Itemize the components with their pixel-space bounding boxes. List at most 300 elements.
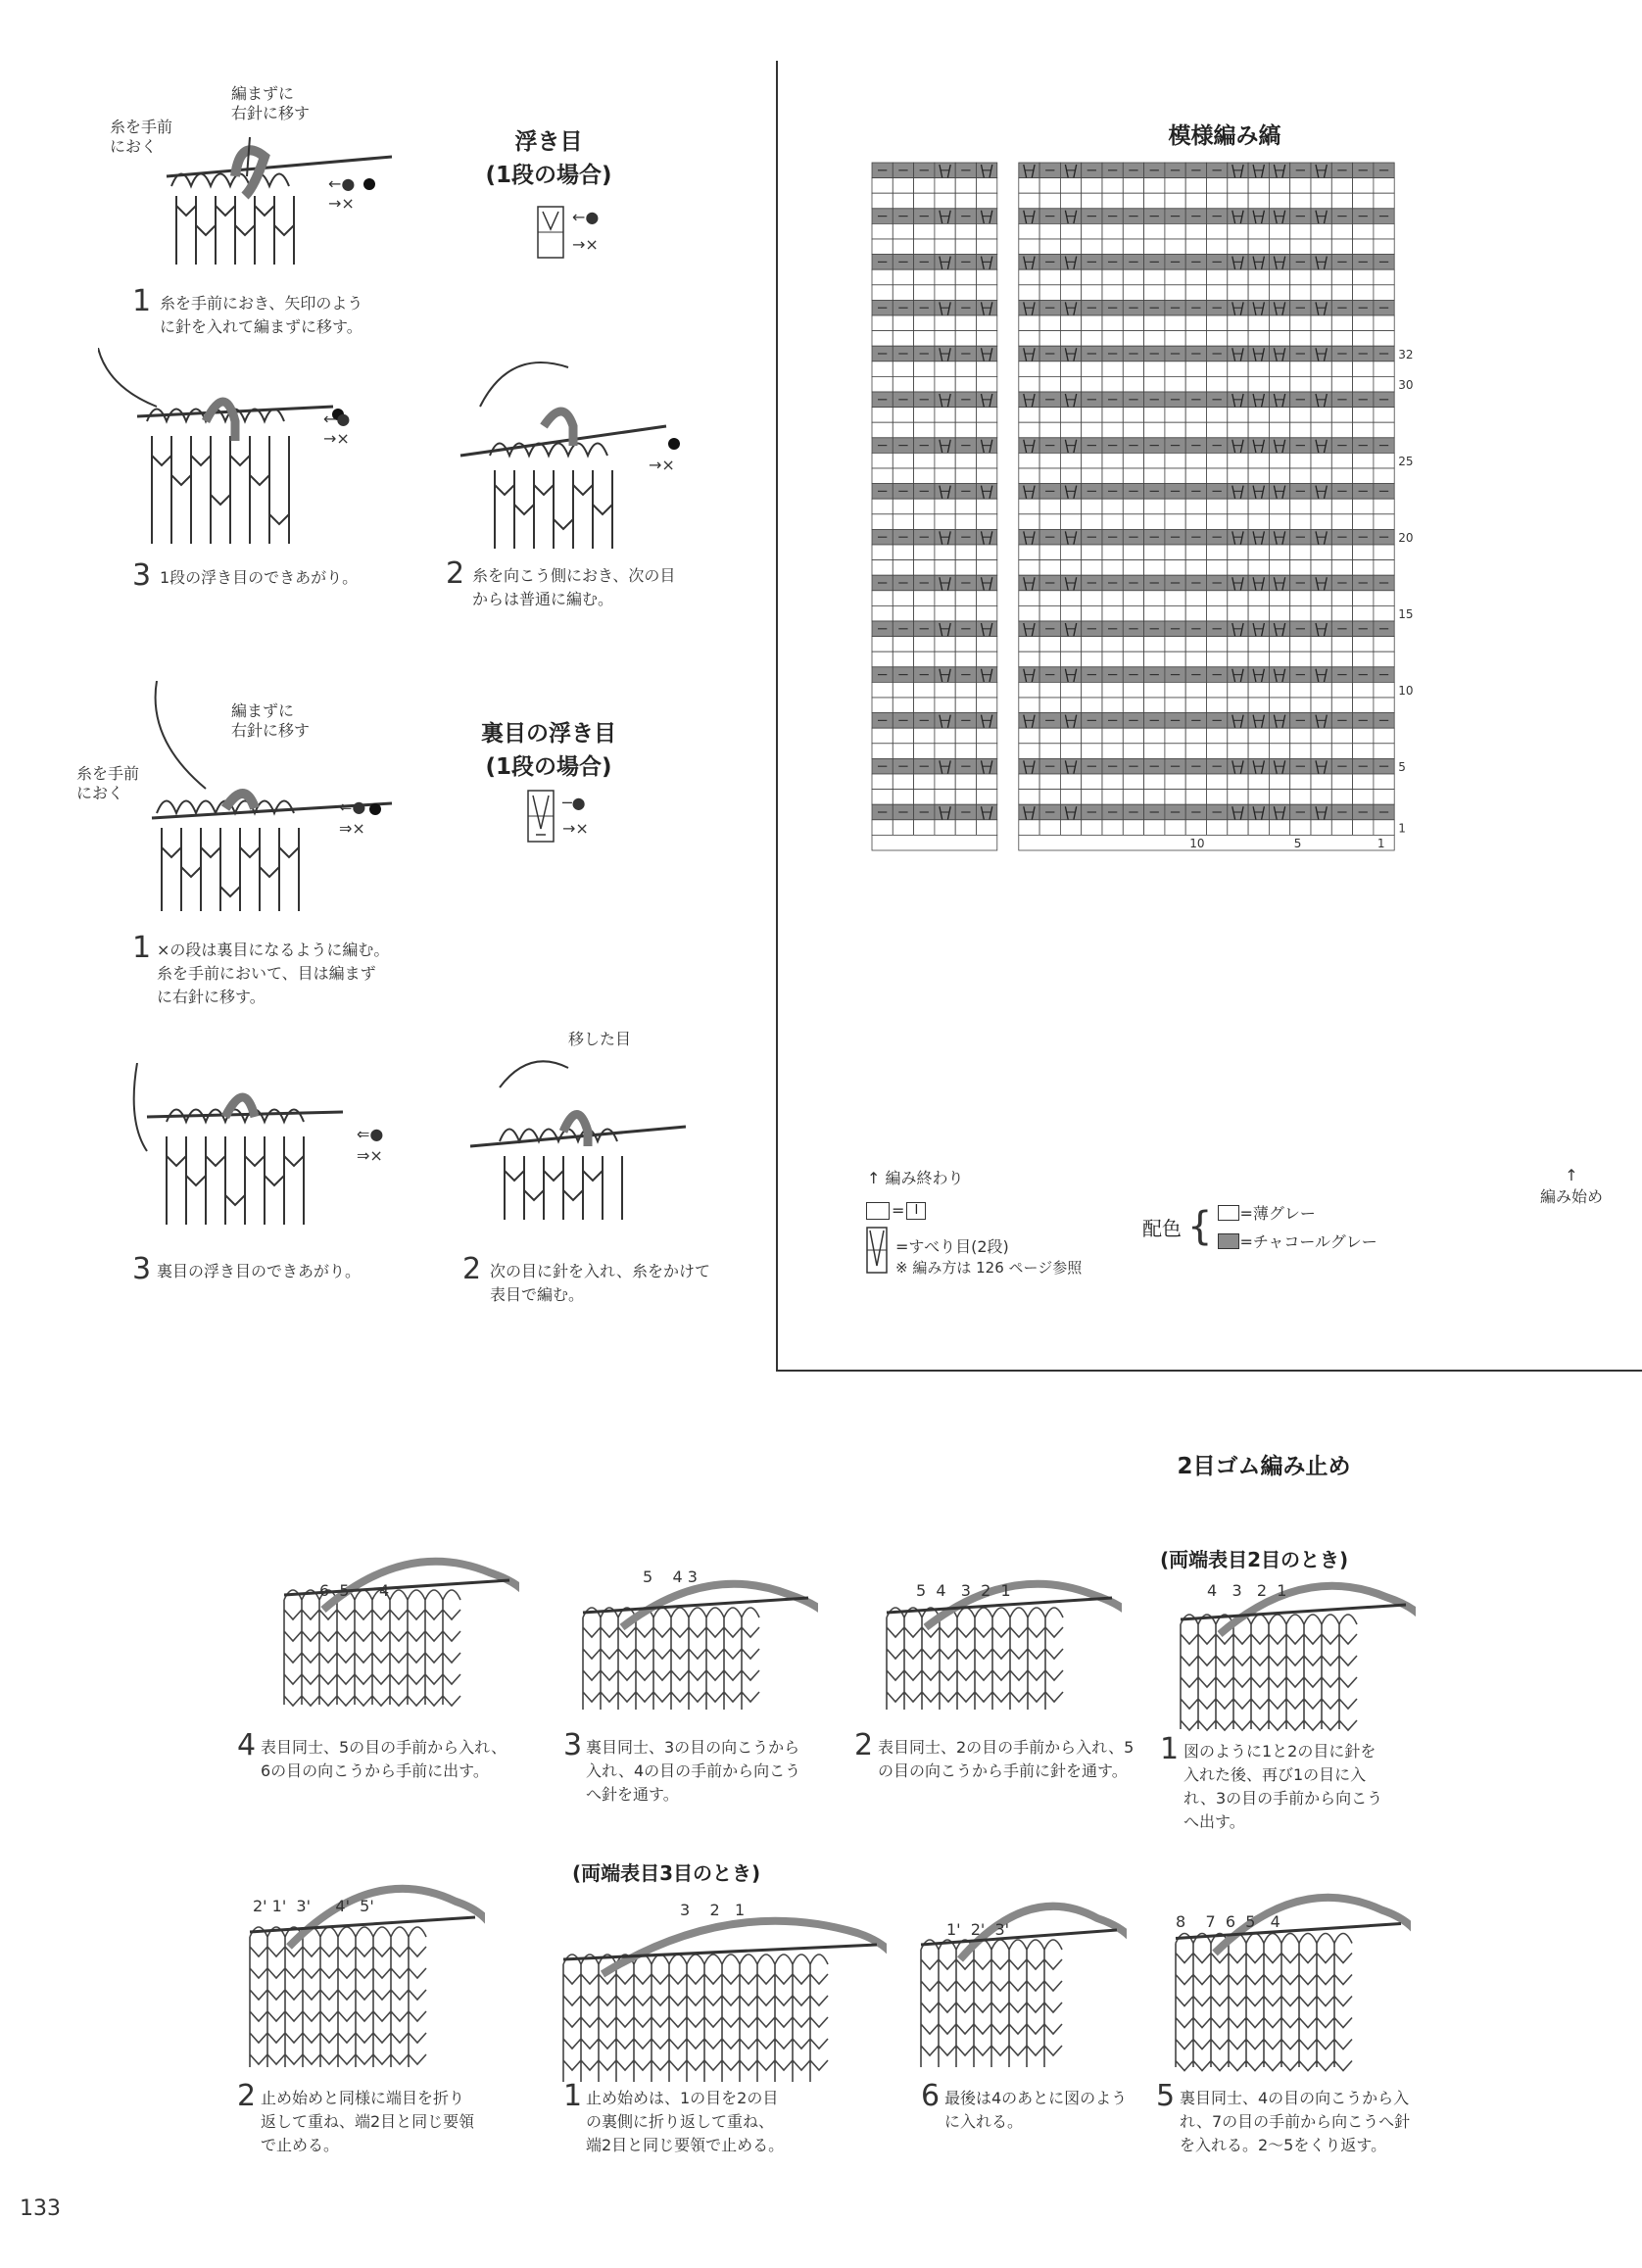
- chart-cell: [1039, 331, 1060, 347]
- chart-cell: [1228, 408, 1248, 423]
- row-number-label: 25: [1398, 455, 1414, 468]
- chart-cell: [872, 468, 893, 484]
- knit-stitches: [250, 1927, 426, 2067]
- chart-cell: [1374, 315, 1394, 331]
- chart-cell: [914, 774, 935, 790]
- illus1-x-label: →×: [328, 194, 355, 213]
- chart-cell: [1123, 605, 1143, 621]
- knit-stitches: [1176, 1934, 1352, 2071]
- chart-cell: [1207, 774, 1228, 790]
- chart-cell: [893, 193, 913, 209]
- chart-cell: [914, 605, 935, 621]
- chart-cell: [1102, 376, 1123, 392]
- rib-step4-number: 4: [237, 1728, 257, 1762]
- chart-cell: [1290, 605, 1311, 621]
- note-line: 編まずに: [231, 701, 295, 720]
- chart-cell: [1039, 408, 1060, 423]
- chart-cell: [1039, 285, 1060, 301]
- chart-cell: [1207, 790, 1228, 805]
- illus1-note-yarn: [110, 118, 172, 157]
- chart-cell: [1353, 820, 1374, 836]
- chart-cell: [1039, 422, 1060, 438]
- chart-cell: [1144, 422, 1165, 438]
- chart-cell: [1039, 651, 1060, 667]
- chart-cell: [1248, 605, 1269, 621]
- float-symbol-x: →×: [572, 235, 599, 254]
- chart-cell: [1144, 362, 1165, 377]
- chart-cell: [1353, 376, 1374, 392]
- chart-cell: [1019, 223, 1039, 239]
- chart-cell: [1102, 545, 1123, 560]
- page-number: 133: [20, 2196, 61, 2221]
- chart-cell: [1144, 331, 1165, 347]
- chart-cell: [1248, 453, 1269, 468]
- step-line: 入れ、4の目の手前から向こう: [586, 1761, 801, 1780]
- chart-cell: [1331, 591, 1352, 606]
- chart-cell: [1102, 178, 1123, 194]
- chart-cell: [955, 408, 976, 423]
- row-number-label: 1: [1398, 821, 1406, 836]
- illus3-dot-label: ←●: [323, 410, 351, 428]
- float-stitch-illus-3: [98, 348, 392, 554]
- chart-cell: [1248, 239, 1269, 255]
- chart-cell: [1331, 269, 1352, 285]
- chart-cell: [1290, 499, 1311, 514]
- chart-cell: [1060, 376, 1081, 392]
- chart-cell: [1353, 223, 1374, 239]
- chart-cell: [1353, 468, 1374, 484]
- chart-cell: [1102, 605, 1123, 621]
- chart-cell: [914, 239, 935, 255]
- chart-cell: [1102, 728, 1123, 744]
- chart-cell: [1311, 790, 1331, 805]
- chart-cell: [1248, 820, 1269, 836]
- chart-cell: [1144, 591, 1165, 606]
- chart-cell: [1290, 698, 1311, 713]
- chart-cell: [1165, 790, 1185, 805]
- chart-cell: [1269, 637, 1289, 652]
- chart-cell: [893, 178, 913, 194]
- chart-cell: [1353, 560, 1374, 576]
- chart-cell: [1039, 468, 1060, 484]
- chart-cell: [1123, 223, 1143, 239]
- rib-step2b-text: [261, 2087, 474, 2157]
- chart-cell: [935, 744, 955, 759]
- chart-cell: [1123, 774, 1143, 790]
- chart-cell: [1185, 651, 1206, 667]
- chart-cell: [955, 239, 976, 255]
- row-number-label: 20: [1398, 531, 1414, 545]
- chart-cell: [1228, 591, 1248, 606]
- chart-cell: [1144, 790, 1165, 805]
- chart-cell: [1353, 178, 1374, 194]
- rib-step4-illus: [265, 1538, 519, 1714]
- chart-base-row: [1019, 835, 1394, 850]
- chart-cell: [1228, 774, 1248, 790]
- chart-cell: [1123, 790, 1143, 805]
- chart-cell: [1331, 744, 1352, 759]
- chart-cell: [1060, 285, 1081, 301]
- step-line: 止め始めは、1の目を2の目: [586, 2089, 779, 2107]
- chart-cell: [1269, 422, 1289, 438]
- chart-cell: [1353, 698, 1374, 713]
- chart-cell: [1311, 376, 1331, 392]
- chart-cell: [955, 591, 976, 606]
- chart-cell: [1290, 637, 1311, 652]
- chart-cell: [935, 376, 955, 392]
- purl-illus1-note-slip: [231, 701, 310, 741]
- chart-cell: [1123, 468, 1143, 484]
- chart-cell: [1248, 651, 1269, 667]
- chart-cell: [1102, 591, 1123, 606]
- rib-step3-illus: [563, 1563, 818, 1719]
- chart-cell: [1060, 651, 1081, 667]
- chart-cell: [1331, 651, 1352, 667]
- purl-step1-text: [157, 939, 389, 1009]
- chart-cell: [1311, 331, 1331, 347]
- chart-cell: [1269, 545, 1289, 560]
- chart-cell: [935, 728, 955, 744]
- chart-cell: [1060, 605, 1081, 621]
- chart-cell: [955, 605, 976, 621]
- chart-cell: [1331, 637, 1352, 652]
- chart-cell: [1165, 315, 1185, 331]
- chart-cell: [872, 453, 893, 468]
- fabric-drawing: [887, 1584, 1122, 1710]
- chart-cell: [1228, 468, 1248, 484]
- slip-stitch-icon: [866, 1227, 890, 1276]
- chart-cell: [1144, 239, 1165, 255]
- chart-cell: [935, 560, 955, 576]
- chart-cell: [1331, 408, 1352, 423]
- rib-step1b-illus: [544, 1896, 887, 2092]
- rib-step2-number: 2: [854, 1728, 874, 1762]
- chart-cell: [1102, 408, 1123, 423]
- step-line: 図のように1と2の目に針を: [1183, 1742, 1376, 1761]
- chart-cell: [1228, 728, 1248, 744]
- chart-cell: [1123, 728, 1143, 744]
- chart-cell: [1185, 285, 1206, 301]
- chart-cell: [914, 744, 935, 759]
- chart-cell: [1331, 698, 1352, 713]
- chart-cell: [914, 285, 935, 301]
- chart-cell: [872, 178, 893, 194]
- chart-cell: [1228, 362, 1248, 377]
- rib-step2b-number: 2: [237, 2079, 257, 2113]
- fabric-drawing: [583, 1584, 818, 1710]
- chart-cell: [1082, 774, 1102, 790]
- charcoal-swatch: [1218, 1233, 1239, 1249]
- chart-cell: [1311, 193, 1331, 209]
- chart-cell: [1039, 790, 1060, 805]
- chart-cell: [914, 223, 935, 239]
- chart-cell: [1060, 514, 1081, 530]
- chart-cell: [955, 315, 976, 331]
- chart-end-label: [867, 1166, 964, 1188]
- chart-cell: [935, 499, 955, 514]
- chart-cell: [1082, 820, 1102, 836]
- chart-cell: [1228, 499, 1248, 514]
- purl-step2-text: [490, 1260, 710, 1307]
- chart-cell: [893, 453, 913, 468]
- step-line: 最後は4のあとに図のよう: [944, 2089, 1128, 2107]
- chart-cell: [893, 651, 913, 667]
- chart-cell: [1374, 637, 1394, 652]
- chart-cell: [1353, 637, 1374, 652]
- chart-cell: [1248, 468, 1269, 484]
- chart-cell: [1374, 331, 1394, 347]
- chart-cell: [1248, 790, 1269, 805]
- chart-cell: [1185, 315, 1206, 331]
- chart-cell: [1123, 285, 1143, 301]
- chart-cell: [914, 193, 935, 209]
- chart-cell: [872, 315, 893, 331]
- chart-cell: [1123, 499, 1143, 514]
- chart-cell: [1185, 468, 1206, 484]
- chart-cell: [1102, 362, 1123, 377]
- chart-cell: [1353, 239, 1374, 255]
- chart-cell: [1082, 422, 1102, 438]
- chart-cell: [893, 545, 913, 560]
- chart-cell: [1374, 362, 1394, 377]
- chart-cell: [1311, 651, 1331, 667]
- chart-cell: [1060, 315, 1081, 331]
- chart-cell: [1123, 376, 1143, 392]
- chart-cell: [1331, 453, 1352, 468]
- chart-cell: [914, 499, 935, 514]
- chart-cell: [1311, 468, 1331, 484]
- row-number-label: 15: [1398, 607, 1414, 621]
- knit-stitches: [1181, 1615, 1357, 1730]
- chart-cell: [1123, 591, 1143, 606]
- chart-cell: [1353, 774, 1374, 790]
- chart-cell: [977, 376, 997, 392]
- chart-cell: [914, 468, 935, 484]
- purl-float-symbol-icon: [527, 790, 556, 844]
- chart-cell: [1165, 637, 1185, 652]
- step-line: に入れる。: [944, 2112, 1024, 2131]
- chart-cell: [1374, 560, 1394, 576]
- chart-cell: [1331, 514, 1352, 530]
- chart-cell: [1248, 499, 1269, 514]
- chart-cell: [1331, 605, 1352, 621]
- chart-cell: [1165, 605, 1185, 621]
- chart-cell: [1019, 376, 1039, 392]
- rib-step4-text: [261, 1736, 507, 1783]
- step-line: ×の段は裏目になるように編む。: [157, 941, 390, 959]
- chart-cell: [893, 315, 913, 331]
- knit-stitches: [921, 1940, 1062, 2067]
- title-line: 浮き目: [514, 129, 583, 155]
- chart-cell: [1269, 744, 1289, 759]
- float-step1-text: [160, 292, 362, 339]
- chart-cell: [893, 637, 913, 652]
- chart-cell: [1019, 499, 1039, 514]
- chart-cell: [955, 514, 976, 530]
- chart-cell: [1228, 637, 1248, 652]
- chart-cell: [1165, 820, 1185, 836]
- chart-cell: [935, 774, 955, 790]
- chart-cell: [1144, 499, 1165, 514]
- chart-cell: [872, 362, 893, 377]
- chart-cell: [1290, 560, 1311, 576]
- chart-cell: [935, 239, 955, 255]
- chart-cell: [1353, 591, 1374, 606]
- chart-cell: [1165, 422, 1185, 438]
- chart-cell: [1228, 178, 1248, 194]
- step-line: 端2目と同じ要領で止める。: [586, 2136, 785, 2154]
- chart-cell: [893, 682, 913, 698]
- chart-cell: [977, 651, 997, 667]
- chart-cell: [1228, 514, 1248, 530]
- chart-cell: [935, 285, 955, 301]
- chart-cell: [1207, 223, 1228, 239]
- knit-symbol-icon: I: [906, 1202, 926, 1220]
- step-line: 返して重ね、端2目と同じ要領: [261, 2112, 475, 2131]
- chart-cell: [1207, 698, 1228, 713]
- chart-cell: [1248, 728, 1269, 744]
- rib-step6-text: [944, 2087, 1127, 2134]
- chart-cell: [1039, 591, 1060, 606]
- chart-cell: [1269, 178, 1289, 194]
- chart-cell: [1311, 285, 1331, 301]
- tapestry-needle: [583, 1598, 808, 1613]
- chart-cell: [1082, 223, 1102, 239]
- chart-cell: [1019, 453, 1039, 468]
- chart-cell: [1207, 499, 1228, 514]
- rib-step5-text: [1180, 2087, 1410, 2157]
- chart-cell: [1102, 315, 1123, 331]
- chart-cell: [1123, 682, 1143, 698]
- rib-step2b-nums: 2' 1' 3' 4' 5': [253, 1897, 374, 1915]
- chart-cell: [872, 499, 893, 514]
- chart-cell: [1269, 774, 1289, 790]
- chart-cell: [1207, 468, 1228, 484]
- illus1-note-slip: [231, 84, 310, 123]
- float-step1-number: 1: [132, 284, 152, 318]
- chart-cell: [1248, 331, 1269, 347]
- chart-cell: [1311, 820, 1331, 836]
- chart-cell: [1102, 331, 1123, 347]
- chart-cell: [977, 698, 997, 713]
- chart-base-row: [872, 835, 997, 850]
- chart-cell: [1123, 269, 1143, 285]
- chart-cell: [1102, 193, 1123, 209]
- chart-cell: [1185, 682, 1206, 698]
- chart-cell: [955, 820, 976, 836]
- chart-cell: [1019, 285, 1039, 301]
- chart-cell: [1228, 422, 1248, 438]
- chart-cell: [1185, 422, 1206, 438]
- step-line: へ針を通す。: [586, 1785, 679, 1804]
- chart-cell: [1331, 239, 1352, 255]
- chart-cell: [914, 591, 935, 606]
- chart-cell: [1039, 820, 1060, 836]
- step-line: 入れた後、再び1の目に入: [1183, 1765, 1367, 1784]
- chart-cell: [1060, 774, 1081, 790]
- chart-cell: [1102, 651, 1123, 667]
- chart-cell: [872, 820, 893, 836]
- chart-cell: [1019, 269, 1039, 285]
- chart-cell: [1207, 820, 1228, 836]
- float-step2-text: [472, 564, 675, 611]
- chart-cell: [1082, 744, 1102, 759]
- chart-cell: [955, 728, 976, 744]
- chart-cell: [1039, 514, 1060, 530]
- step-line: 止め始めと同様に端目を折り: [261, 2089, 465, 2107]
- tapestry-needle: [887, 1598, 1112, 1613]
- chart-cell: [1290, 453, 1311, 468]
- chart-cell: [1311, 637, 1331, 652]
- chart-cell: [1331, 560, 1352, 576]
- chart-cell: [872, 545, 893, 560]
- chart-cell: [1228, 790, 1248, 805]
- chart-cell: [1165, 376, 1185, 392]
- chart-cell: [1311, 514, 1331, 530]
- chart-cell: [1060, 269, 1081, 285]
- rib-step2b-illus: [230, 1861, 485, 2077]
- chart-cell: [955, 376, 976, 392]
- chart-cell: [1207, 408, 1228, 423]
- chart-cell: [893, 591, 913, 606]
- chart-cell: [1228, 193, 1248, 209]
- chart-cell: [1248, 315, 1269, 331]
- chart-cell: [872, 514, 893, 530]
- purl-step3-number: 3: [132, 1252, 152, 1286]
- chart-cell: [977, 637, 997, 652]
- chart-cell: [872, 331, 893, 347]
- chart-cell: [1290, 651, 1311, 667]
- chart-cell: [1311, 408, 1331, 423]
- chart-cell: [872, 744, 893, 759]
- chart-cell: [1019, 820, 1039, 836]
- chart-cell: [1102, 422, 1123, 438]
- note-line: 糸を手前: [110, 118, 173, 136]
- chart-cell: [935, 682, 955, 698]
- chart-cell: [955, 362, 976, 377]
- chart-cell: [977, 514, 997, 530]
- chart-cell: [1353, 514, 1374, 530]
- rib-step1-number: 1: [1160, 1732, 1180, 1766]
- chart-cell: [1353, 682, 1374, 698]
- chart-cell: [1019, 178, 1039, 194]
- step-line: からは普通に編む。: [472, 590, 614, 608]
- chart-cell: [977, 408, 997, 423]
- chart-cell: [893, 774, 913, 790]
- chart-cell: [1228, 376, 1248, 392]
- chart-cell: [1165, 285, 1185, 301]
- step-line: に右針に移す。: [157, 988, 266, 1006]
- chart-cell: [1331, 790, 1352, 805]
- chart-cell: [1311, 682, 1331, 698]
- chart-cell: [1019, 605, 1039, 621]
- chart-cell: [955, 560, 976, 576]
- fabric-drawing: [563, 1921, 887, 2082]
- step-line: の目の向こうから手前に針を通す。: [878, 1761, 1128, 1780]
- chart-cell: [1331, 331, 1352, 347]
- chart-cell: [1374, 239, 1394, 255]
- chart-cell: [1039, 545, 1060, 560]
- title-line: (1段の場合): [485, 754, 612, 780]
- purl-illus1-x: ⇒×: [339, 819, 365, 838]
- chart-cell: [1019, 728, 1039, 744]
- chart-cell: [955, 744, 976, 759]
- chart-cell: [1185, 637, 1206, 652]
- chart-cell: [1144, 682, 1165, 698]
- chart-cell: [1039, 499, 1060, 514]
- end-label-text: 編み終わり: [885, 1169, 964, 1187]
- start-label-text: 編み始め: [1540, 1187, 1604, 1206]
